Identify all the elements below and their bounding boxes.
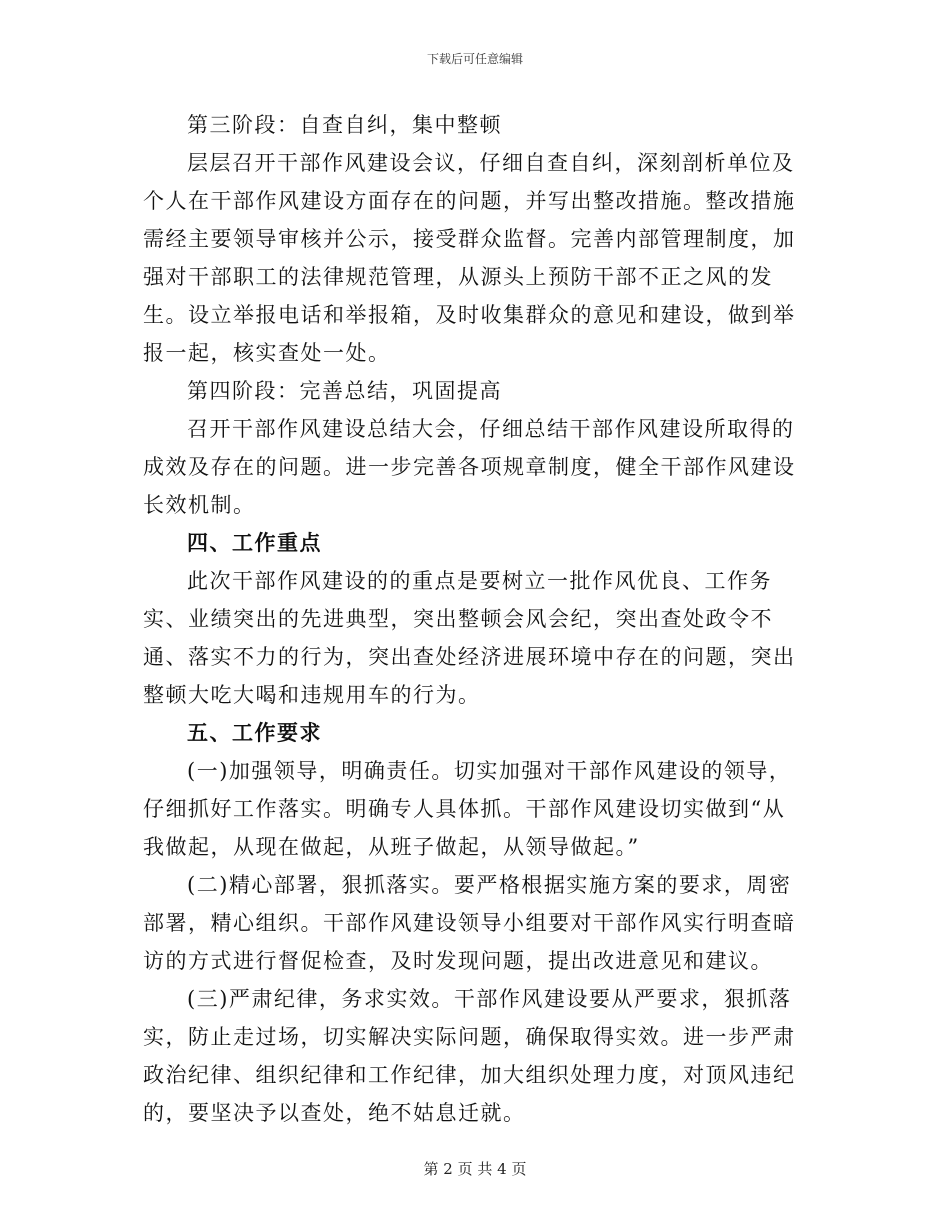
page-footer: 第 2 页 共 4 页	[423, 1160, 527, 1178]
phase-three-body: 层层召开干部作风建设会议，仔细自查自纠，深刻剖析单位及个人在干部作风建设方面存在的问题，并写出整改措施。整改措施需经主要领导审核并公示，接受群众监督。完善内部管理制度，加强对干部职工的法律规范管理，从源头上预防干部不正之风的发生。设立举报电话和举报箱，及时收集群众的意见和建设，做到举报一起，核实查处一处。	[143, 151, 796, 365]
phase-four-body: 召开干部作风建设总结大会，仔细总结干部作风建设所取得的成效及存在的问题。进一步完善各项规章制度，健全干部作风建设长效机制。	[143, 417, 796, 517]
requirement-item-3: (三)严肃纪律，务求实效。干部作风建设要从严要求，狠抓落实，防止走过场，切实解决实际问题，确保取得实效。进一步严肃政治纪律、组织纪律和工作纪律，加大组织处理力度，对顶风违纪的，要坚决予以查处，绝不姑息迁就。	[143, 987, 796, 1125]
requirement-item-1: (一)加强领导，明确责任。切实加强对干部作风建设的领导，仔细抓好工作落实。明确专人具体抓。干部作风建设切实做到“从我做起，从现在做起，从班子做起，从领导做起。”	[143, 759, 792, 859]
page-header: 下载后可任意编辑	[426, 52, 523, 66]
document-body	[143, 106, 803, 1132]
section-heading-focus: 四、工作重点	[187, 530, 322, 555]
focus-body: 此次干部作风建设的的重点是要树立一批作风优良、工作务实、业绩突出的先进典型，突出整顿会风会纪，突出查处政令不通、落实不力的行为，突出查处经济进展环境中存在的问题，突出整顿大吃大喝和违规用车的行为。	[143, 569, 796, 707]
phase-four-title: 第四阶段：完善总结，巩固提高	[187, 379, 502, 403]
section-heading-requirements: 五、工作要求	[187, 720, 322, 745]
requirement-item-2: (二)精心部署，狠抓落实。要严格根据实施方案的要求，周密部署，精心组织。干部作风建设领导小组要对干部作风实行明查暗访的方式进行督促检查，及时发现问题，提出改进意见和建议。	[143, 873, 796, 973]
phase-three-title: 第三阶段：自查自纠，集中整顿	[187, 113, 502, 137]
